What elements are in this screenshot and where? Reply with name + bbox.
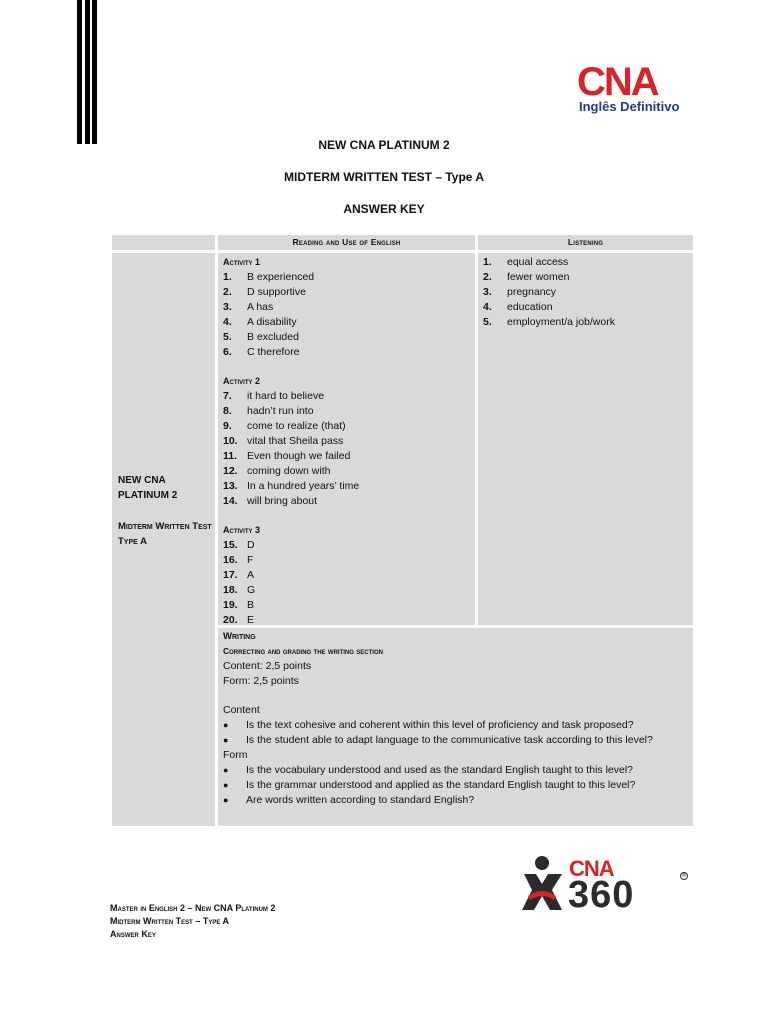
answer-number: 1. [223, 271, 232, 283]
footer [110, 902, 275, 941]
answer-text: G [247, 584, 256, 596]
listening-list [483, 255, 688, 330]
answer-item [223, 345, 470, 360]
footer-line1: Master in English 2 – New CNA Platinum 2 [110, 903, 276, 913]
bullet-icon: ● [223, 795, 229, 805]
table-header-listening: Listening [478, 235, 693, 250]
answer-item [223, 553, 470, 568]
cna-360-number: 360 [568, 874, 635, 916]
footer-line3: Answer Key [110, 929, 156, 939]
activity3-list [223, 538, 470, 628]
answer-text: will bring about [247, 495, 318, 507]
reading-cell [218, 253, 475, 625]
answer-text: In a hundred years’ time [247, 480, 360, 492]
answer-item [223, 419, 470, 434]
answer-number: 17. [223, 569, 238, 581]
answer-text: employment/a job/work [507, 316, 615, 328]
bullet-icon: ● [223, 735, 229, 745]
writing-cell [218, 628, 693, 826]
criteria-text: Are words written according to standard English? [246, 794, 475, 806]
criteria-text: Is the grammar understood and applied as the standard English taught to this level? [246, 779, 636, 791]
answer-item [223, 315, 470, 330]
cna-logo-mark: CNA [577, 60, 658, 104]
title-answer-key: ANSWER KEY [343, 202, 425, 216]
answer-number: 3. [223, 301, 232, 313]
answer-number: 19. [223, 599, 238, 611]
answer-number: 11. [223, 450, 238, 462]
answer-number: 5. [483, 316, 492, 328]
answer-number: 15. [223, 539, 238, 551]
content-points: Content: 2,5 points [223, 660, 312, 672]
writing-title: Writing [223, 631, 256, 642]
bullet-icon: ● [223, 720, 229, 730]
answer-item [223, 613, 470, 628]
content-label: Content [223, 704, 260, 716]
answer-text: coming down with [247, 465, 331, 477]
form-criteria-list [223, 763, 688, 808]
footer-line2: Midterm Written Test – Type A [110, 916, 229, 926]
answer-text: education [507, 301, 553, 313]
answer-item [223, 568, 470, 583]
answer-text: A disability [247, 316, 297, 328]
side-subtitle: Midterm Written Test Type A [118, 521, 212, 547]
bullet-icon: ● [223, 765, 229, 775]
answer-item [223, 479, 470, 494]
answer-text: fewer women [507, 271, 570, 283]
answer-text: D [247, 539, 255, 551]
answer-item [223, 330, 470, 345]
activity3-title: Activity 3 [223, 525, 261, 535]
answer-number: 5. [223, 331, 232, 343]
registered-mark: ® [681, 873, 687, 879]
criteria-item [223, 733, 688, 748]
answer-text: A has [247, 301, 274, 313]
criteria-item [223, 763, 688, 778]
criteria-text: Is the text cohesive and coherent within this level of proficiency and task proposed? [246, 719, 634, 731]
title-course: NEW CNA PLATINUM 2 [318, 138, 450, 152]
answer-number: 6. [223, 346, 232, 358]
answer-number: 9. [223, 420, 232, 432]
answer-number: 12. [223, 465, 238, 477]
activity1-list [223, 270, 470, 360]
criteria-item [223, 718, 688, 733]
answer-number: 2. [223, 286, 232, 298]
answer-number: 4. [223, 316, 232, 328]
answer-number: 1. [483, 256, 492, 268]
answer-item [483, 300, 688, 315]
answer-text: hadn’t run into [247, 405, 314, 417]
answer-item [223, 434, 470, 449]
answer-number: 8. [223, 405, 232, 417]
person-figure-icon [522, 856, 566, 914]
side-label-cell [112, 253, 215, 826]
decorative-bars [77, 0, 97, 144]
answer-text: B experienced [247, 271, 315, 283]
answer-text: vital that Sheila pass [247, 435, 344, 447]
cna-360-logo [522, 856, 692, 916]
cna-logo-tagline: Inglês Definitivo [579, 99, 680, 114]
answer-text: B excluded [247, 331, 299, 343]
activity2-list [223, 389, 470, 509]
answer-number: 20. [223, 614, 238, 626]
answer-item [223, 598, 470, 613]
listening-cell [478, 253, 693, 625]
answer-item [223, 583, 470, 598]
writing-subtitle: Correcting and grading the writing section [223, 646, 383, 656]
answer-item [223, 404, 470, 419]
answer-text: Even though we failed [247, 450, 351, 462]
answer-text: A [247, 569, 255, 581]
cna-logo [573, 60, 691, 114]
answer-number: 16. [223, 554, 238, 566]
answer-item [483, 315, 688, 330]
answer-text: B [247, 599, 255, 611]
answer-number: 7. [223, 390, 232, 402]
answer-item [223, 300, 470, 315]
criteria-text: Is the student able to adapt language to the communicative task according to this level? [246, 734, 653, 746]
answer-text: pregnancy [507, 286, 557, 298]
answer-text: E [247, 614, 255, 626]
cna-360-mark: CNA [569, 856, 614, 881]
title-test: MIDTERM WRITTEN TEST – Type A [284, 170, 484, 184]
criteria-item [223, 778, 688, 793]
form-label: Form [223, 749, 248, 761]
activity2-title: Activity 2 [223, 376, 261, 386]
answer-text: D supportive [247, 286, 306, 298]
answer-number: 4. [483, 301, 492, 313]
answer-number: 3. [483, 286, 492, 298]
answer-item [223, 494, 470, 509]
answer-number: 18. [223, 584, 238, 596]
table-header-empty [112, 235, 215, 250]
answer-number: 13. [223, 480, 238, 492]
table-header-reading: Reading and Use of English [218, 235, 475, 250]
answer-number: 14. [223, 495, 238, 507]
bullet-icon: ● [223, 780, 229, 790]
answer-number: 10. [223, 435, 238, 447]
form-points: Form: 2,5 points [223, 675, 299, 687]
answer-text: it hard to believe [247, 390, 325, 402]
answer-item [483, 270, 688, 285]
answer-text: come to realize (that) [247, 420, 346, 432]
answer-item [223, 464, 470, 479]
answer-item [223, 538, 470, 553]
answer-item [223, 389, 470, 404]
answer-number: 2. [483, 271, 492, 283]
criteria-item [223, 793, 688, 808]
answer-item [223, 449, 470, 464]
answer-item [223, 285, 470, 300]
answer-item [483, 255, 688, 270]
answer-text: F [247, 554, 254, 566]
content-criteria-list [223, 718, 688, 748]
answer-item [483, 285, 688, 300]
answer-text: equal access [507, 256, 569, 268]
criteria-text: Is the vocabulary understood and used as the standard English taught to this level? [246, 764, 634, 776]
side-title: NEW CNA PLATINUM 2 [118, 475, 178, 501]
answer-text: C therefore [247, 346, 300, 358]
answer-item [223, 270, 470, 285]
activity1-title: Activity 1 [223, 257, 261, 267]
